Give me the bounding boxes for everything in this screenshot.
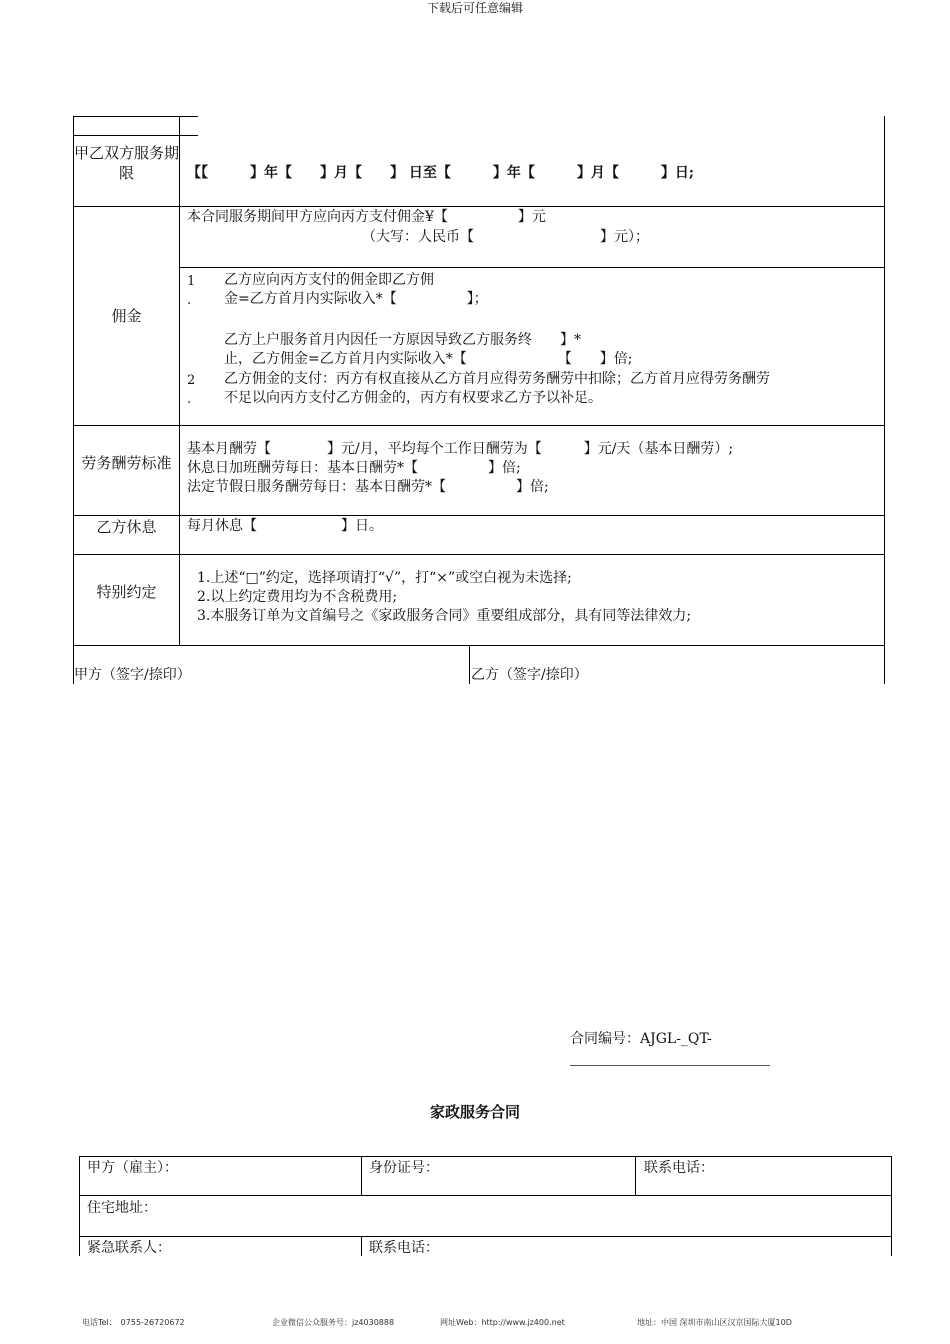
rest-text: 每月休息【 】日。 xyxy=(187,518,383,534)
footer-address: 地址：中国 深圳市南山区汉京国际大厦10D xyxy=(637,1318,792,1327)
pay-line3: 法定节假日服务酬劳每日：基本日酬劳*【 】倍; xyxy=(187,479,549,495)
party-a-field: 甲方（雇主）： xyxy=(87,1160,178,1176)
emergency-phone-field: 联系电话： xyxy=(369,1240,439,1256)
commission-line2: （大写：人民币【 】元）； xyxy=(362,229,649,245)
party-b-signature: 乙方（签字/捺印） xyxy=(471,667,588,683)
contract-number-underline xyxy=(570,1065,770,1066)
footer-wechat: 企业微信公众服务号：jz4030888 xyxy=(272,1318,395,1327)
contract-number: 合同编号：AJGL-_QT- xyxy=(570,1031,712,1047)
special-line2: 2.以上约定费用均为不含税费用; xyxy=(197,589,398,605)
special-line1: 1.上述“□”约定，选择项请打“√”，打“×”或空白视为未选择; xyxy=(197,570,572,586)
term-label: 甲乙双方服务期限 xyxy=(74,144,180,182)
emergency-contact-field: 紧急联系人： xyxy=(87,1240,171,1256)
item2-line-b: 不足以向丙方支付乙方佣金的，丙方有权要求乙方予以补足。 xyxy=(224,390,602,406)
item1-number: 1 xyxy=(187,274,196,289)
item1-line-b: 金=乙方首月内实际收入*【 】； xyxy=(224,291,488,307)
item2-line-a: 乙方佣金的支付：丙方有权直接从乙方首月应得劳务酬劳中扣除；乙方首月应得劳务酬劳 xyxy=(224,371,770,387)
item1-line-c: 乙方上户服务首月内因任一方原因导致乙方服务终 】* xyxy=(224,332,581,348)
commission-line1: 本合同服务期间甲方应向丙方支付佣金¥【 】元 xyxy=(187,209,546,225)
pay-line2: 休息日加班酬劳每日：基本日酬劳*【 】倍; xyxy=(187,460,521,476)
phone-field: 联系电话： xyxy=(644,1160,714,1176)
party-a-signature: 甲方（签字/捺印） xyxy=(74,667,191,683)
term-dates: 【【 】年【 】月【 】 日至【 】年【 】月【 】日; xyxy=(187,165,695,181)
rest-label: 乙方休息 xyxy=(96,518,157,536)
header-note: 下载后可任意编辑 xyxy=(426,1,523,15)
special-label: 特别约定 xyxy=(96,583,157,601)
footer-tel: 电话Tel： 0755-26720672 xyxy=(82,1318,185,1327)
item1-line-a: 乙方应向丙方支付的佣金即乙方佣 xyxy=(224,272,434,288)
contract-title: 家政服务合同 xyxy=(429,1103,520,1121)
pay-line1: 基本月酬劳【 】元/月，平均每个工作日酬劳为【 】元/天（基本日酬劳）; xyxy=(187,441,734,457)
id-number-field: 身份证号： xyxy=(369,1160,439,1176)
commission-label: 佣金 xyxy=(111,307,142,325)
item2-number: 2 xyxy=(187,373,196,388)
special-line3: 3.本服务订单为文首编号之《家政服务合同》重要组成部分，具有同等法律效力; xyxy=(197,608,692,624)
item1-line-d: 止，乙方佣金=乙方首月内实际收入*【 【 】倍; xyxy=(224,351,633,367)
footer-web: 网址Web：http://www.jz400.net xyxy=(440,1318,565,1327)
pay-label: 劳务酬劳标准 xyxy=(81,454,172,472)
item1-dot: . xyxy=(187,293,192,308)
item2-dot: . xyxy=(187,392,192,407)
address-field: 住宅地址： xyxy=(87,1200,157,1216)
